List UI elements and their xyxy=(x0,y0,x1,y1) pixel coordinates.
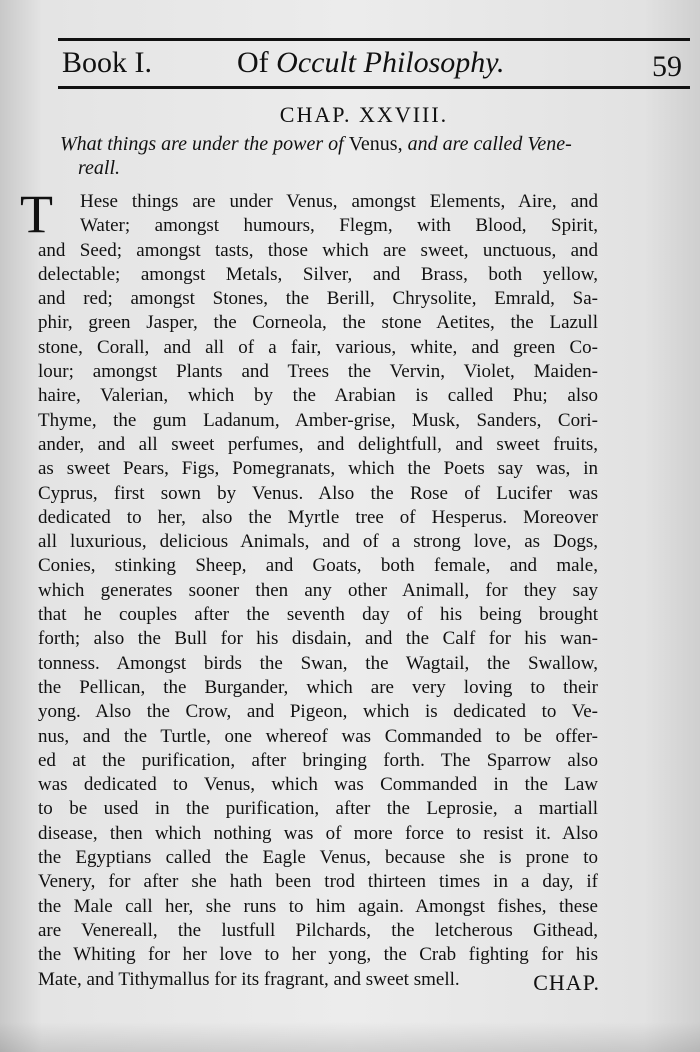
body-line: lour; amongst Plants and Trees the Vervin, Violet, Maiden- xyxy=(38,361,598,383)
running-title-text: Occult Philosophy. xyxy=(276,46,505,79)
body-line: forth; also the Bull for his disdain, and the Calf for his wan- xyxy=(38,628,598,650)
body-line: that he couples after the seventh day of his being brought xyxy=(38,604,598,626)
body-line: the Egyptians called the Eagle Venus, because she is prone to xyxy=(38,847,598,869)
subtitle-part-2: and are called Vene- xyxy=(402,133,572,155)
body-line: dedicated to her, also the Myrtle tree of Hesperus. Moreover xyxy=(38,506,598,528)
body-line: tonness. Amongst birds the Swan, the Wagtail, the Swallow, xyxy=(38,652,598,674)
body-line: Venery, for after she hath been trod thirteen times in a day, if xyxy=(38,871,598,893)
running-header xyxy=(62,42,682,84)
body-line: Hese things are under Venus, amongst Elements, Aire, and xyxy=(80,191,598,212)
header-top-rule xyxy=(58,38,690,41)
chapter-heading: CHAP. XXVIII. xyxy=(279,102,449,127)
body-line: the Whiting for her love to her yong, the Crab fighting for his xyxy=(38,944,598,966)
body-line: and Seed; amongst tasts, those which are sweet, unctuous, and xyxy=(38,239,598,261)
page-bottom-shade xyxy=(0,1022,700,1052)
body-line: yong. Also the Crow, and Pigeon, which is dedicated to Ve- xyxy=(38,701,598,723)
subtitle-part-3: reall. xyxy=(78,157,121,179)
body-line: Mate, and Tithymallus for its fragrant, and sweet smell. xyxy=(38,968,460,990)
body-line: disease, then which nothing was of more force to resist it. Also xyxy=(38,822,598,844)
body-line: the Male call her, she runs to him again. Amongst fishes, these xyxy=(38,895,598,917)
body-line: was dedicated to Venus, which was Commanded in the Law xyxy=(38,774,598,796)
subtitle-part-1: What things are under the power of xyxy=(60,133,349,155)
body-line: Water; amongst humours, Flegm, with Blood, Spirit, xyxy=(80,215,598,237)
body-line: the Pellican, the Burgander, which are very loving to their xyxy=(38,676,598,698)
body-line: Thyme, the gum Ladanum, Amber-grise, Musk, Sanders, Cori- xyxy=(38,409,598,431)
body-line: Conies, stinking Sheep, and Goats, both female, and male, xyxy=(38,555,598,577)
body-line: which generates sooner then any other Animall, for they say xyxy=(38,579,598,601)
body-line: Cyprus, first sown by Venus. Also the Rose of Lucifer was xyxy=(38,482,598,504)
body-line: and red; amongst Stones, the Berill, Chrysolite, Emrald, Sa- xyxy=(38,288,598,310)
chapter-subtitle xyxy=(60,132,608,180)
book-label: Book I. xyxy=(62,46,152,79)
body-line: delectable; amongst Metals, Silver, and Brass, both yellow, xyxy=(38,263,598,285)
subtitle-venus: Venus, xyxy=(348,133,403,155)
chapter-body xyxy=(38,190,598,992)
header-bottom-rule xyxy=(58,86,690,89)
drop-capital: T xyxy=(20,184,53,244)
body-line: haire, Valerian, which by the Arabian is called Phu; also xyxy=(38,385,598,407)
catchword: CHAP. xyxy=(533,970,600,995)
page-number: 59 xyxy=(652,50,682,83)
body-line: ed at the purification, after bringing forth. The Sparrow also xyxy=(38,749,598,771)
body-line: as sweet Pears, Figs, Pomegranats, which the Poets say was, in xyxy=(38,458,598,480)
running-title xyxy=(237,46,504,80)
body-line: to be used in the purification, after the Leprosie, a martiall xyxy=(38,798,598,820)
body-line: nus, and the Turtle, one whereof was Commanded to be offer- xyxy=(38,725,598,747)
body-line: stone, Corall, and all of a fair, various, white, and green Co- xyxy=(38,336,598,358)
body-line: phir, green Jasper, the Corneola, the stone Aetites, the Lazull xyxy=(38,312,598,334)
body-line: are Venereall, the lustfull Pilchards, the letcherous Githead, xyxy=(38,919,598,941)
body-line: all luxurious, delicious Animals, and of a strong love, as Dogs, xyxy=(38,531,598,553)
running-title-prefix: Of xyxy=(237,46,277,79)
body-line: ander, and all sweet perfumes, and delightfull, and sweet fruits, xyxy=(38,433,598,455)
